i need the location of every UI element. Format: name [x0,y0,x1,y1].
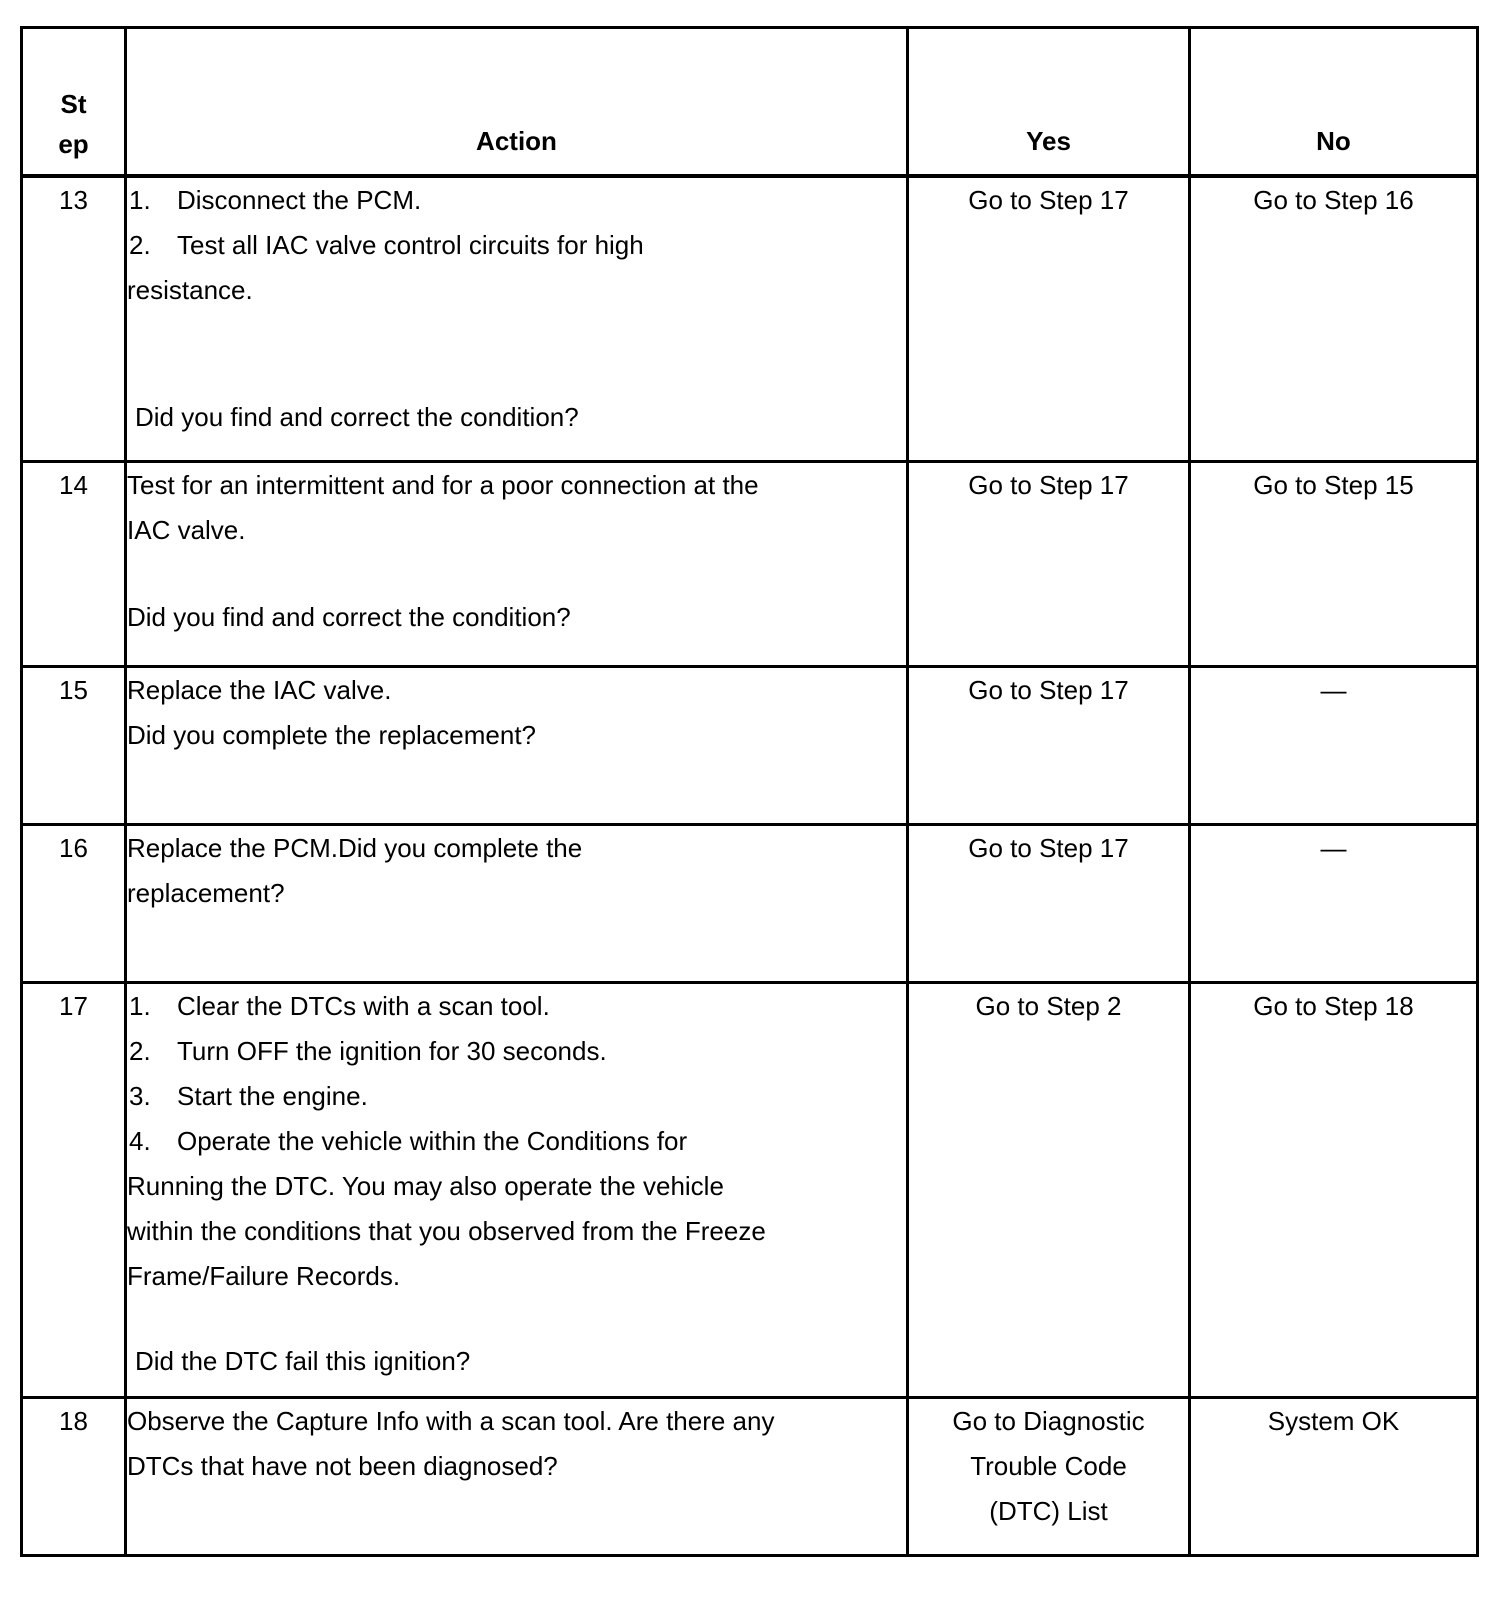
table-row [22,667,1478,825]
action-text-line: IAC valve. [127,515,246,545]
no-cell: — [1190,825,1478,983]
table-row [22,1398,1478,1556]
item-number: 3. [129,1081,151,1111]
action-cell [126,825,908,983]
step-number: 14 [22,462,126,667]
item-text: Disconnect the PCM. [177,185,422,215]
step-number: 17 [22,983,126,1398]
action-item [127,1074,906,1119]
yes-text-line: Trouble Code [970,1451,1127,1481]
action-text-line: replacement? [127,878,285,908]
no-cell: — [1190,667,1478,825]
yes-cell: Go to Step 17 [908,825,1190,983]
item-number: 2. [129,1036,151,1066]
action-item [127,1029,906,1074]
action-item [127,178,906,223]
no-cell: System OK [1190,1398,1478,1556]
step-number: 15 [22,667,126,825]
step-number: 13 [22,176,126,462]
action-cell [126,176,908,462]
item-number: 4. [129,1126,151,1156]
table-row [22,176,1478,462]
action-item-continuation: Frame/Failure Records. [127,1261,401,1291]
no-cell: Go to Step 15 [1190,462,1478,667]
action-cell [126,983,908,1398]
step-number: 16 [22,825,126,983]
action-item-continuation: within the conditions that you observed from the Freeze [127,1216,766,1246]
item-number: 1. [129,185,151,215]
action-cell [126,462,908,667]
item-text: Turn OFF the ignition for 30 seconds. [177,1036,607,1066]
action-cell [126,1398,908,1556]
action-item [127,1119,906,1164]
action-text-line: Replace the PCM.Did you complete the [127,833,583,863]
header-step-line2: ep [58,129,89,159]
action-text-line: Replace the IAC valve. [127,675,392,705]
item-text: Test all IAC valve control circuits for high [177,230,644,260]
yes-cell: Go to Step 2 [908,983,1190,1398]
header-yes: Yes [908,28,1190,177]
item-text: Start the engine. [177,1081,368,1111]
step-number: 18 [22,1398,126,1556]
yes-cell [908,1398,1190,1556]
yes-cell: Go to Step 17 [908,176,1190,462]
action-item-continuation: resistance. [127,275,253,305]
header-action: Action [126,28,908,177]
no-cell: Go to Step 18 [1190,983,1478,1398]
action-item [127,984,906,1029]
action-question: Did the DTC fail this ignition? [135,1346,471,1376]
table-row [22,825,1478,983]
item-number: 1. [129,991,151,1021]
yes-cell: Go to Step 17 [908,462,1190,667]
action-cell [126,667,908,825]
table-row [22,462,1478,667]
table-row [22,983,1478,1398]
header-no: No [1190,28,1478,177]
action-text-line: DTCs that have not been diagnosed? [127,1451,558,1481]
yes-text-line: (DTC) List [989,1496,1108,1526]
action-text-line: Observe the Capture Info with a scan tool. Are there any [127,1406,775,1436]
header-step [22,28,126,177]
no-cell: Go to Step 16 [1190,176,1478,462]
action-item [127,223,906,268]
table-header-row [22,28,1478,177]
yes-text-line: Go to Diagnostic [952,1406,1145,1436]
header-step-line1: St [60,89,87,119]
item-text: Operate the vehicle within the Conditions for [177,1126,688,1156]
item-text: Clear the DTCs with a scan tool. [177,991,550,1021]
action-text-line: Did you complete the replacement? [127,720,537,750]
action-question: Did you find and correct the condition? [127,602,571,632]
diagnostic-table [20,26,1479,1557]
yes-cell: Go to Step 17 [908,667,1190,825]
item-number: 2. [129,230,151,260]
action-item-continuation: Running the DTC. You may also operate the vehicle [127,1171,724,1201]
action-question: Did you find and correct the condition? [135,402,579,432]
action-text-line: Test for an intermittent and for a poor connection at the [127,470,759,500]
